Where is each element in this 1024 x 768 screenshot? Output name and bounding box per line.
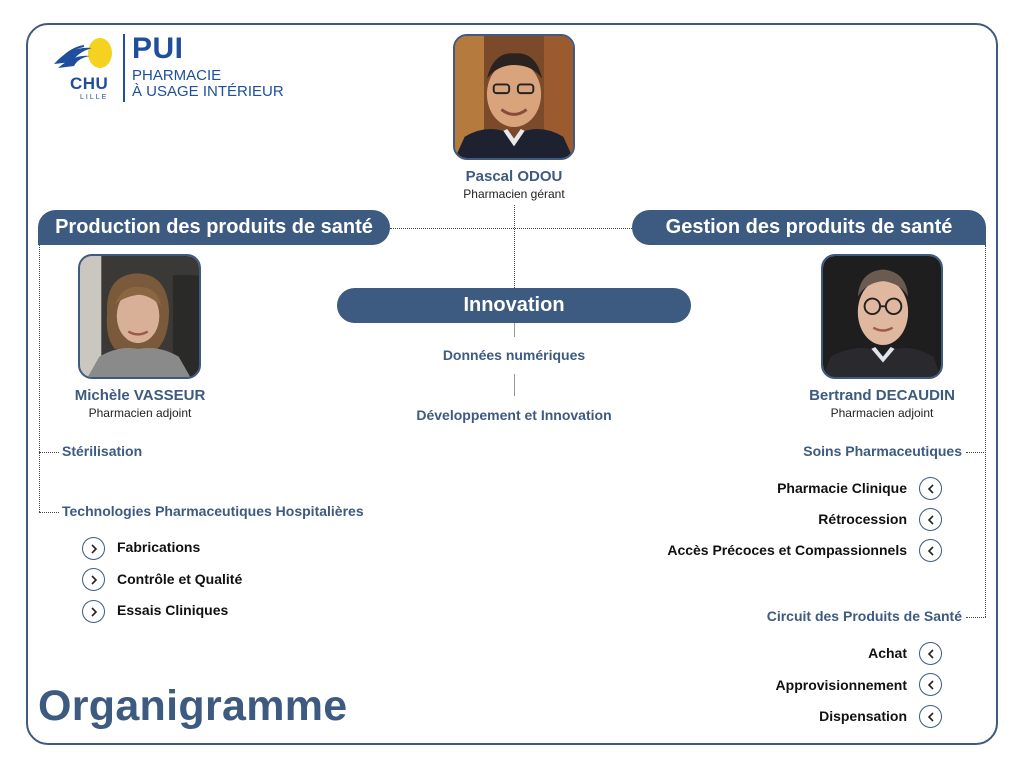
section-soins-pharmaceutiques[interactable]: Soins Pharmaceutiques [803,443,962,459]
chevron-right-icon[interactable] [82,537,105,560]
chevron-left-icon[interactable] [919,508,942,531]
item-retrocession[interactable]: Rétrocession [818,511,907,527]
chevron-right-icon[interactable] [82,600,105,623]
chevron-left-icon[interactable] [919,673,942,696]
chevron-left-icon[interactable] [919,642,942,665]
left-pharmacist-photo [78,254,201,379]
pui-label: PUI [132,32,184,65]
chevron-left-icon[interactable] [919,539,942,562]
head-pharmacist-name: Pascal ODOU [465,168,563,185]
right-connector [985,245,986,617]
innovation-sub-developpement[interactable]: Développement et Innovation [416,407,612,423]
tph-connector [39,512,59,513]
left-connector [39,245,40,512]
logo-divider [123,34,125,102]
head-connector [514,205,515,288]
production-header: Production des produits de santé [38,210,390,245]
page-title: Organigramme [38,682,348,730]
sterilisation-connector [39,452,59,453]
item-dispensation[interactable]: Dispensation [819,708,907,724]
circuit-connector [966,617,986,618]
left-pharmacist-role: Pharmacien adjoint [88,406,192,420]
right-pharmacist-photo [821,254,943,379]
item-achat[interactable]: Achat [868,645,907,661]
innovation-sub-donnees[interactable]: Données numériques [442,347,586,363]
innovation-connector-1 [514,323,515,337]
head-pharmacist-role: Pharmacien gérant [463,187,565,201]
item-approvisionnement[interactable]: Approvisionnement [775,677,907,693]
item-fabrications[interactable]: Fabrications [117,539,201,555]
innovation-connector-2 [514,374,515,396]
item-acces-precoces[interactable]: Accès Précoces et Compassionnels [667,542,907,558]
pui-subtitle: PHARMACIE À USAGE INTÉRIEUR [132,67,284,100]
right-pharmacist-role: Pharmacien adjoint [830,406,934,420]
item-controle-qualite[interactable]: Contrôle et Qualité [117,571,243,587]
header-connector [390,228,632,229]
left-pharmacist-name: Michèle VASSEUR [74,387,206,404]
lille-label: LILLE [80,94,109,101]
section-tph[interactable]: Technologies Pharmaceutiques Hospitalières [62,503,364,519]
section-sterilisation[interactable]: Stérilisation [62,443,143,459]
head-pharmacist-photo [453,34,575,160]
chevron-right-icon[interactable] [82,568,105,591]
chevron-left-icon[interactable] [919,705,942,728]
innovation-header: Innovation [337,288,691,323]
chevron-left-icon[interactable] [919,477,942,500]
item-essais-cliniques[interactable]: Essais Cliniques [117,602,229,618]
soins-connector [966,452,986,453]
section-circuit-produits[interactable]: Circuit des Produits de Santé [766,608,962,624]
gestion-header: Gestion des produits de santé [632,210,986,245]
right-pharmacist-name: Bertrand DECAUDIN [809,387,955,404]
item-pharmacie-clinique[interactable]: Pharmacie Clinique [777,480,907,496]
pui-logo [50,34,310,104]
chu-label: CHU [70,74,109,93]
wing-icon [52,42,100,70]
